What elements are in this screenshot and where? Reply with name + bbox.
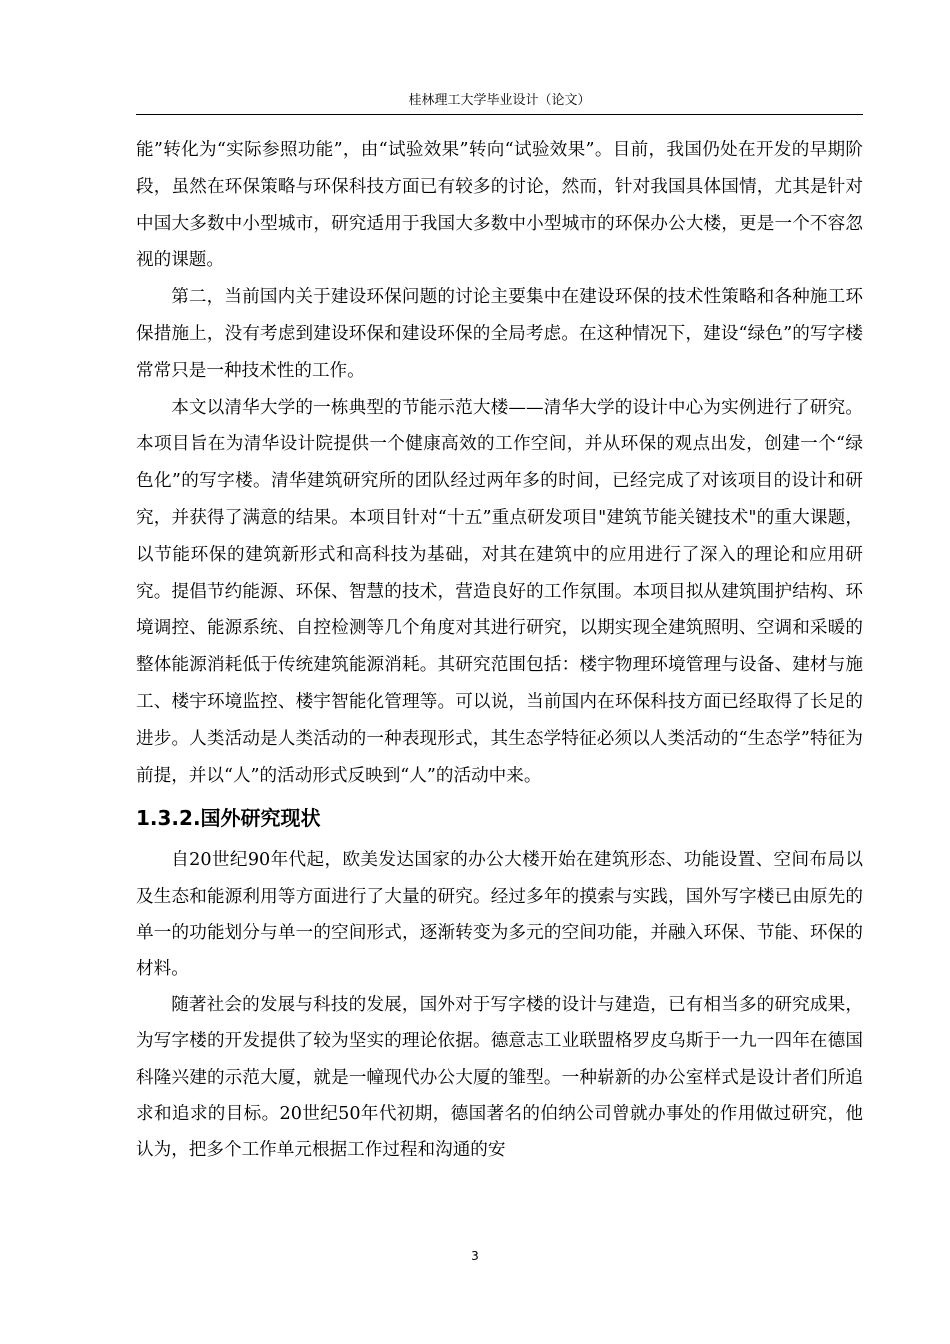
document-body <box>136 132 863 1168</box>
paragraph-continuation: 能”转化为“实际参照功能”，由“试验效果”转向“试验效果”。目前，我国仍处在开发的早期阶段，虽然在环保策略与环保科技方面已有较多的讨论，然而，针对我国具体国情，尤其是针对中国大多数中小型城市，研究适用于我国大多数中小型城市的环保办公大楼，更是一个不容忽视的课题。 <box>136 140 863 271</box>
page-number: 3 <box>471 1249 479 1263</box>
paragraph-second-point: 第二，当前国内关于建设环保问题的讨论主要集中在建设环保的技术性策略和各种施工环保措施上，没有考虑到建设环保和建设环保的全局考虑。在这种情况下，建设“绿色”的写字楼常常只是一种技术性的工作。 <box>136 287 863 381</box>
paragraph-tsinghua-case: 本文以清华大学的一栋典型的节能示范大楼——清华大学的设计中心为实例进行了研究。本项目旨在为清华设计院提供一个健康高效的工作空间，并从环保的观点出发，创建一个“绿色化”的写字楼。清华建筑研究所的团队经过两年多的时间，已经完成了对该项目的设计和研究，并获得了满意的结果。本项目针对“十五”重点研发项目"建筑节能关键技术"的重大课题，以节能环保的建筑新形式和高科技为基础，对其在建筑中的应用进行了深入的理论和应用研究。提倡节约能源、环保、智慧的技术，营造良好的工作氛围。本项目拟从建筑围护结构、环境调控、能源系统、自控检测等几个角度对其进行研究，以期实现全建筑照明、空调和采暖的整体能源消耗低于传统建筑能源消耗。其研究范围包括：楼宇物理环境管理与设备、建材与施工、楼宇环境监控、楼宇智能化管理等。可以说，当前国内在环保科技方面已经取得了长足的进步。人类活动是人类活动的一种表现形式，其生态学特征必须以人类活动的“生态学”特征为前提，并以“人”的活动形式反映到“人”的活动中来。 <box>136 397 863 786</box>
page-header: 桂林理工大学毕业设计（论文） <box>408 93 591 108</box>
paragraph-foreign-research: 随著社会的发展与科技的发展，国外对于写字楼的设计与建造，已有相当多的研究成果，为写字楼的开发提供了较为坚实的理论依据。德意志工业联盟格罗皮乌斯于一九一四年在德国科隆兴建的示范大厦，就是一幢现代办公大厦的雏型。一种崭新的办公室样式是设计者们所追求和追求的目标。20世纪50年代初期，德国著名的伯纳公司曾就办事处的作用做过研究，他认为，把多个工作单元根据工作过程和沟通的安 <box>136 995 863 1160</box>
paragraph-foreign-offices: 自20世纪90年代起，欧美发达国家的办公大楼开始在建筑形态、功能设置、空间布局以及生态和能源利用等方面进行了大量的研究。经过多年的摸索与实践，国外写字楼已由原先的单一的功能划分与单一的空间形式，逐渐转变为多元的空间功能，并融入环保、节能、环保的材料。 <box>136 850 863 979</box>
section-heading: 1.3.2.国外研究现状 <box>136 806 321 831</box>
header-divider <box>136 114 863 115</box>
